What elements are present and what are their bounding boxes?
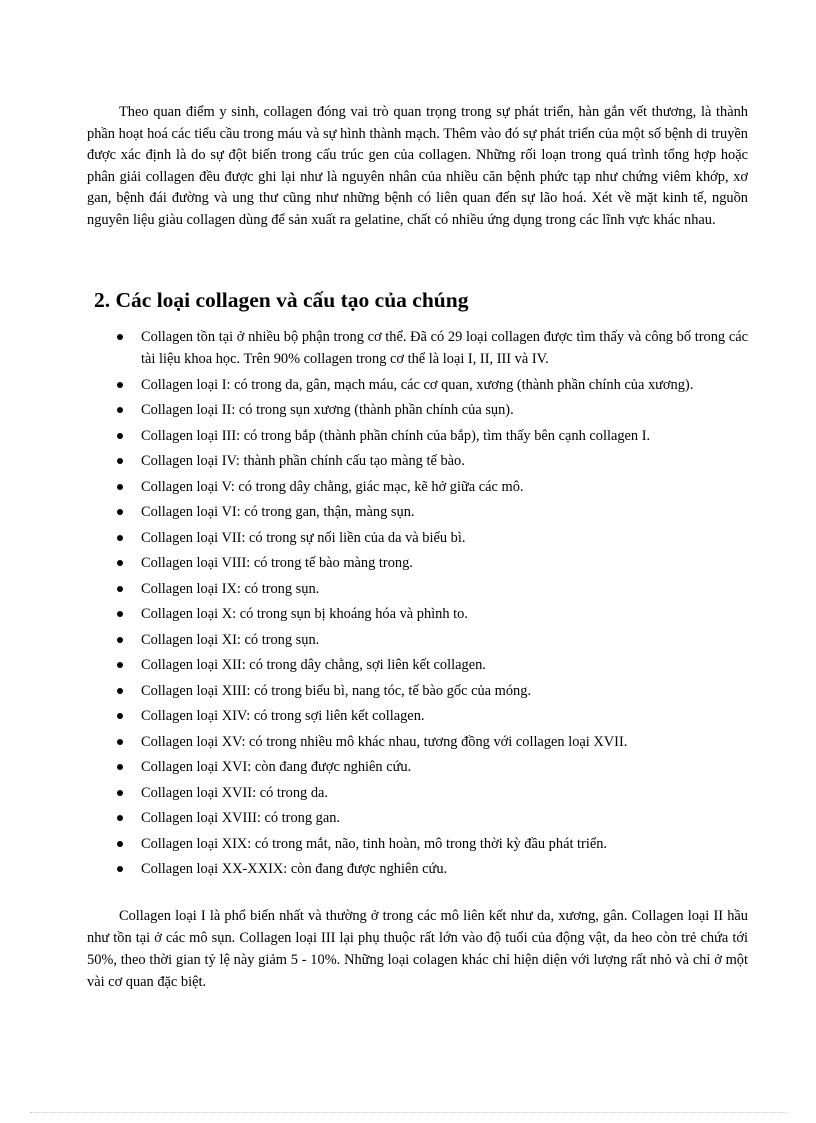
bullet-dot-icon xyxy=(117,764,123,770)
bullet-dot-icon xyxy=(117,509,123,515)
intro-paragraph-text: Theo quan điểm y sinh, collagen đóng vai trò quan trọng trong sự phát triển, hàn gắn vết thương, là thành phần hoạt hoá các tiểu cầu trong máu và sự hình thành mạch. Thêm vào đó sự phát triển của một số bệnh di truyền được xác định là do sự đột biến trong cấu trúc gen của collagen. Những rối loạn trong quá trình tổng hợp hoặc phân giải collagen đều được ghi lại như là nguyên nhân của nhiều căn bệnh phức tạp như chứng viêm khớp, xơ gan, bệnh đái đường và ung thư cũng như những bệnh có liên quan đến sự lão hoá. Xét về mặt kinh tế, nguồn nguyên liệu giàu collagen dùng để sản xuất ra gelatine, chất có nhiều ứng dụng trong các lĩnh vực khác nhau. xyxy=(87,104,748,228)
bullet-dot-icon xyxy=(117,662,123,668)
bullet-dot-icon xyxy=(117,433,123,439)
list-item xyxy=(0,731,748,753)
list-item-text: Collagen loại VI: có trong gan, thận, màng sụn. xyxy=(141,504,415,520)
list-item xyxy=(0,603,748,625)
list-item-text: Collagen loại VII: có trong sự nối liền của da và biểu bì. xyxy=(141,529,466,546)
list-item xyxy=(0,578,748,600)
list-item xyxy=(0,552,748,574)
list-item xyxy=(0,326,748,370)
list-item-text: Collagen loại XIII: có trong biểu bì, nang tóc, tế bào gốc của móng. xyxy=(141,682,532,699)
list-item-text: Collagen loại XIX: có trong mắt, não, tinh hoàn, mô trong thời kỳ đầu phát triển. xyxy=(141,835,608,852)
list-item xyxy=(0,756,748,778)
list-item-text: Collagen loại IV: thành phần chính cấu tạo màng tế bào. xyxy=(141,453,465,469)
list-item-text: Collagen loại XVIII: có trong gan. xyxy=(141,810,341,826)
bullet-dot-icon xyxy=(117,866,123,872)
collagen-types-list xyxy=(0,326,816,884)
bullet-dot-icon xyxy=(117,841,123,847)
bullet-dot-icon xyxy=(117,407,123,413)
bullet-dot-icon xyxy=(117,382,123,388)
bullet-dot-icon xyxy=(117,458,123,464)
list-item-text: Collagen loại XV: có trong nhiều mô khác nhau, tương đồng với collagen loại XVII. xyxy=(141,733,628,750)
bullet-dot-icon xyxy=(117,739,123,745)
bullet-dot-icon xyxy=(117,790,123,796)
page-bottom-border xyxy=(30,1112,786,1113)
list-item-text: Collagen loại II: có trong sụn xương (thành phần chính của sụn). xyxy=(141,402,514,418)
list-item xyxy=(0,654,748,676)
list-item xyxy=(0,858,748,880)
list-item-text: Collagen loại XVII: có trong da. xyxy=(141,784,329,801)
list-item xyxy=(0,476,748,498)
list-item-text: Collagen loại XIV: có trong sợi liên kết collagen. xyxy=(141,708,425,724)
bullet-dot-icon xyxy=(117,688,123,694)
list-item xyxy=(0,833,748,855)
closing-paragraph xyxy=(87,905,748,993)
list-item-text: Collagen loại XX-XXIX: còn đang được nghiên cứu. xyxy=(141,861,448,877)
list-item xyxy=(0,501,748,523)
bullet-dot-icon xyxy=(117,484,123,490)
bullet-dot-icon xyxy=(117,586,123,592)
list-item xyxy=(0,807,748,829)
list-item xyxy=(0,399,748,421)
list-item xyxy=(0,425,748,447)
intro-paragraph xyxy=(87,102,748,231)
list-item-text: Collagen loại X: có trong sụn bị khoáng hóa và phình to. xyxy=(141,606,468,622)
list-item-text: Collagen loại I: có trong da, gân, mạch máu, các cơ quan, xương (thành phần chính của xương). xyxy=(141,376,694,393)
bullet-dot-icon xyxy=(117,560,123,566)
list-item-text: Collagen loại XII: có trong dây chằng, sợi liên kết collagen. xyxy=(141,657,486,673)
list-item-text: Collagen loại IX: có trong sụn. xyxy=(141,580,320,597)
list-item xyxy=(0,782,748,804)
list-item xyxy=(0,705,748,727)
list-item-text: Collagen loại III: có trong bắp (thành phần chính của bắp), tìm thấy bên cạnh collagen I. xyxy=(141,427,651,444)
list-item-text: Collagen loại XI: có trong sụn. xyxy=(141,631,320,648)
list-item-text: Collagen loại XVI: còn đang được nghiên cứu. xyxy=(141,759,412,775)
bullet-dot-icon xyxy=(117,611,123,617)
bullet-dot-icon xyxy=(117,815,123,821)
list-item xyxy=(0,374,748,396)
bullet-dot-icon xyxy=(117,334,123,340)
bullet-dot-icon xyxy=(117,535,123,541)
list-item-text: Collagen loại VIII: có trong tế bào màng trong. xyxy=(141,555,413,571)
list-item xyxy=(0,450,748,472)
bullet-dot-icon xyxy=(117,713,123,719)
list-item xyxy=(0,527,748,549)
list-item xyxy=(0,680,748,702)
closing-paragraph-text: Collagen loại I là phổ biến nhất và thường ở trong các mô liên kết như da, xương, gân. Collagen loại II hầu như tồn tại ở các mô sụn. Collagen loại III lại phụ thuộc rất lớn vào độ tuổi của động vật, da heo còn trẻ chứa tới 50%, theo thời gian tỷ lệ này giảm 5 - 10%. Những loại colagen khác chỉ hiện diện với lượng rất nhỏ và chỉ ở một vài cơ quan đặc biệt. xyxy=(87,908,748,990)
list-item xyxy=(0,629,748,651)
list-item-text: Collagen loại V: có trong dây chằng, giác mạc, kẽ hở giữa các mô. xyxy=(141,478,524,495)
section-heading: 2. Các loại collagen và cấu tạo của chúng xyxy=(94,288,469,312)
list-item-text: Collagen tồn tại ở nhiều bộ phận trong cơ thể. Đã có 29 loại collagen được tìm thấy và công bố trong các tài liệu khoa học. Trên 90% collagen trong cơ thể là loại I, II, III và IV. xyxy=(141,329,748,367)
bullet-dot-icon xyxy=(117,637,123,643)
